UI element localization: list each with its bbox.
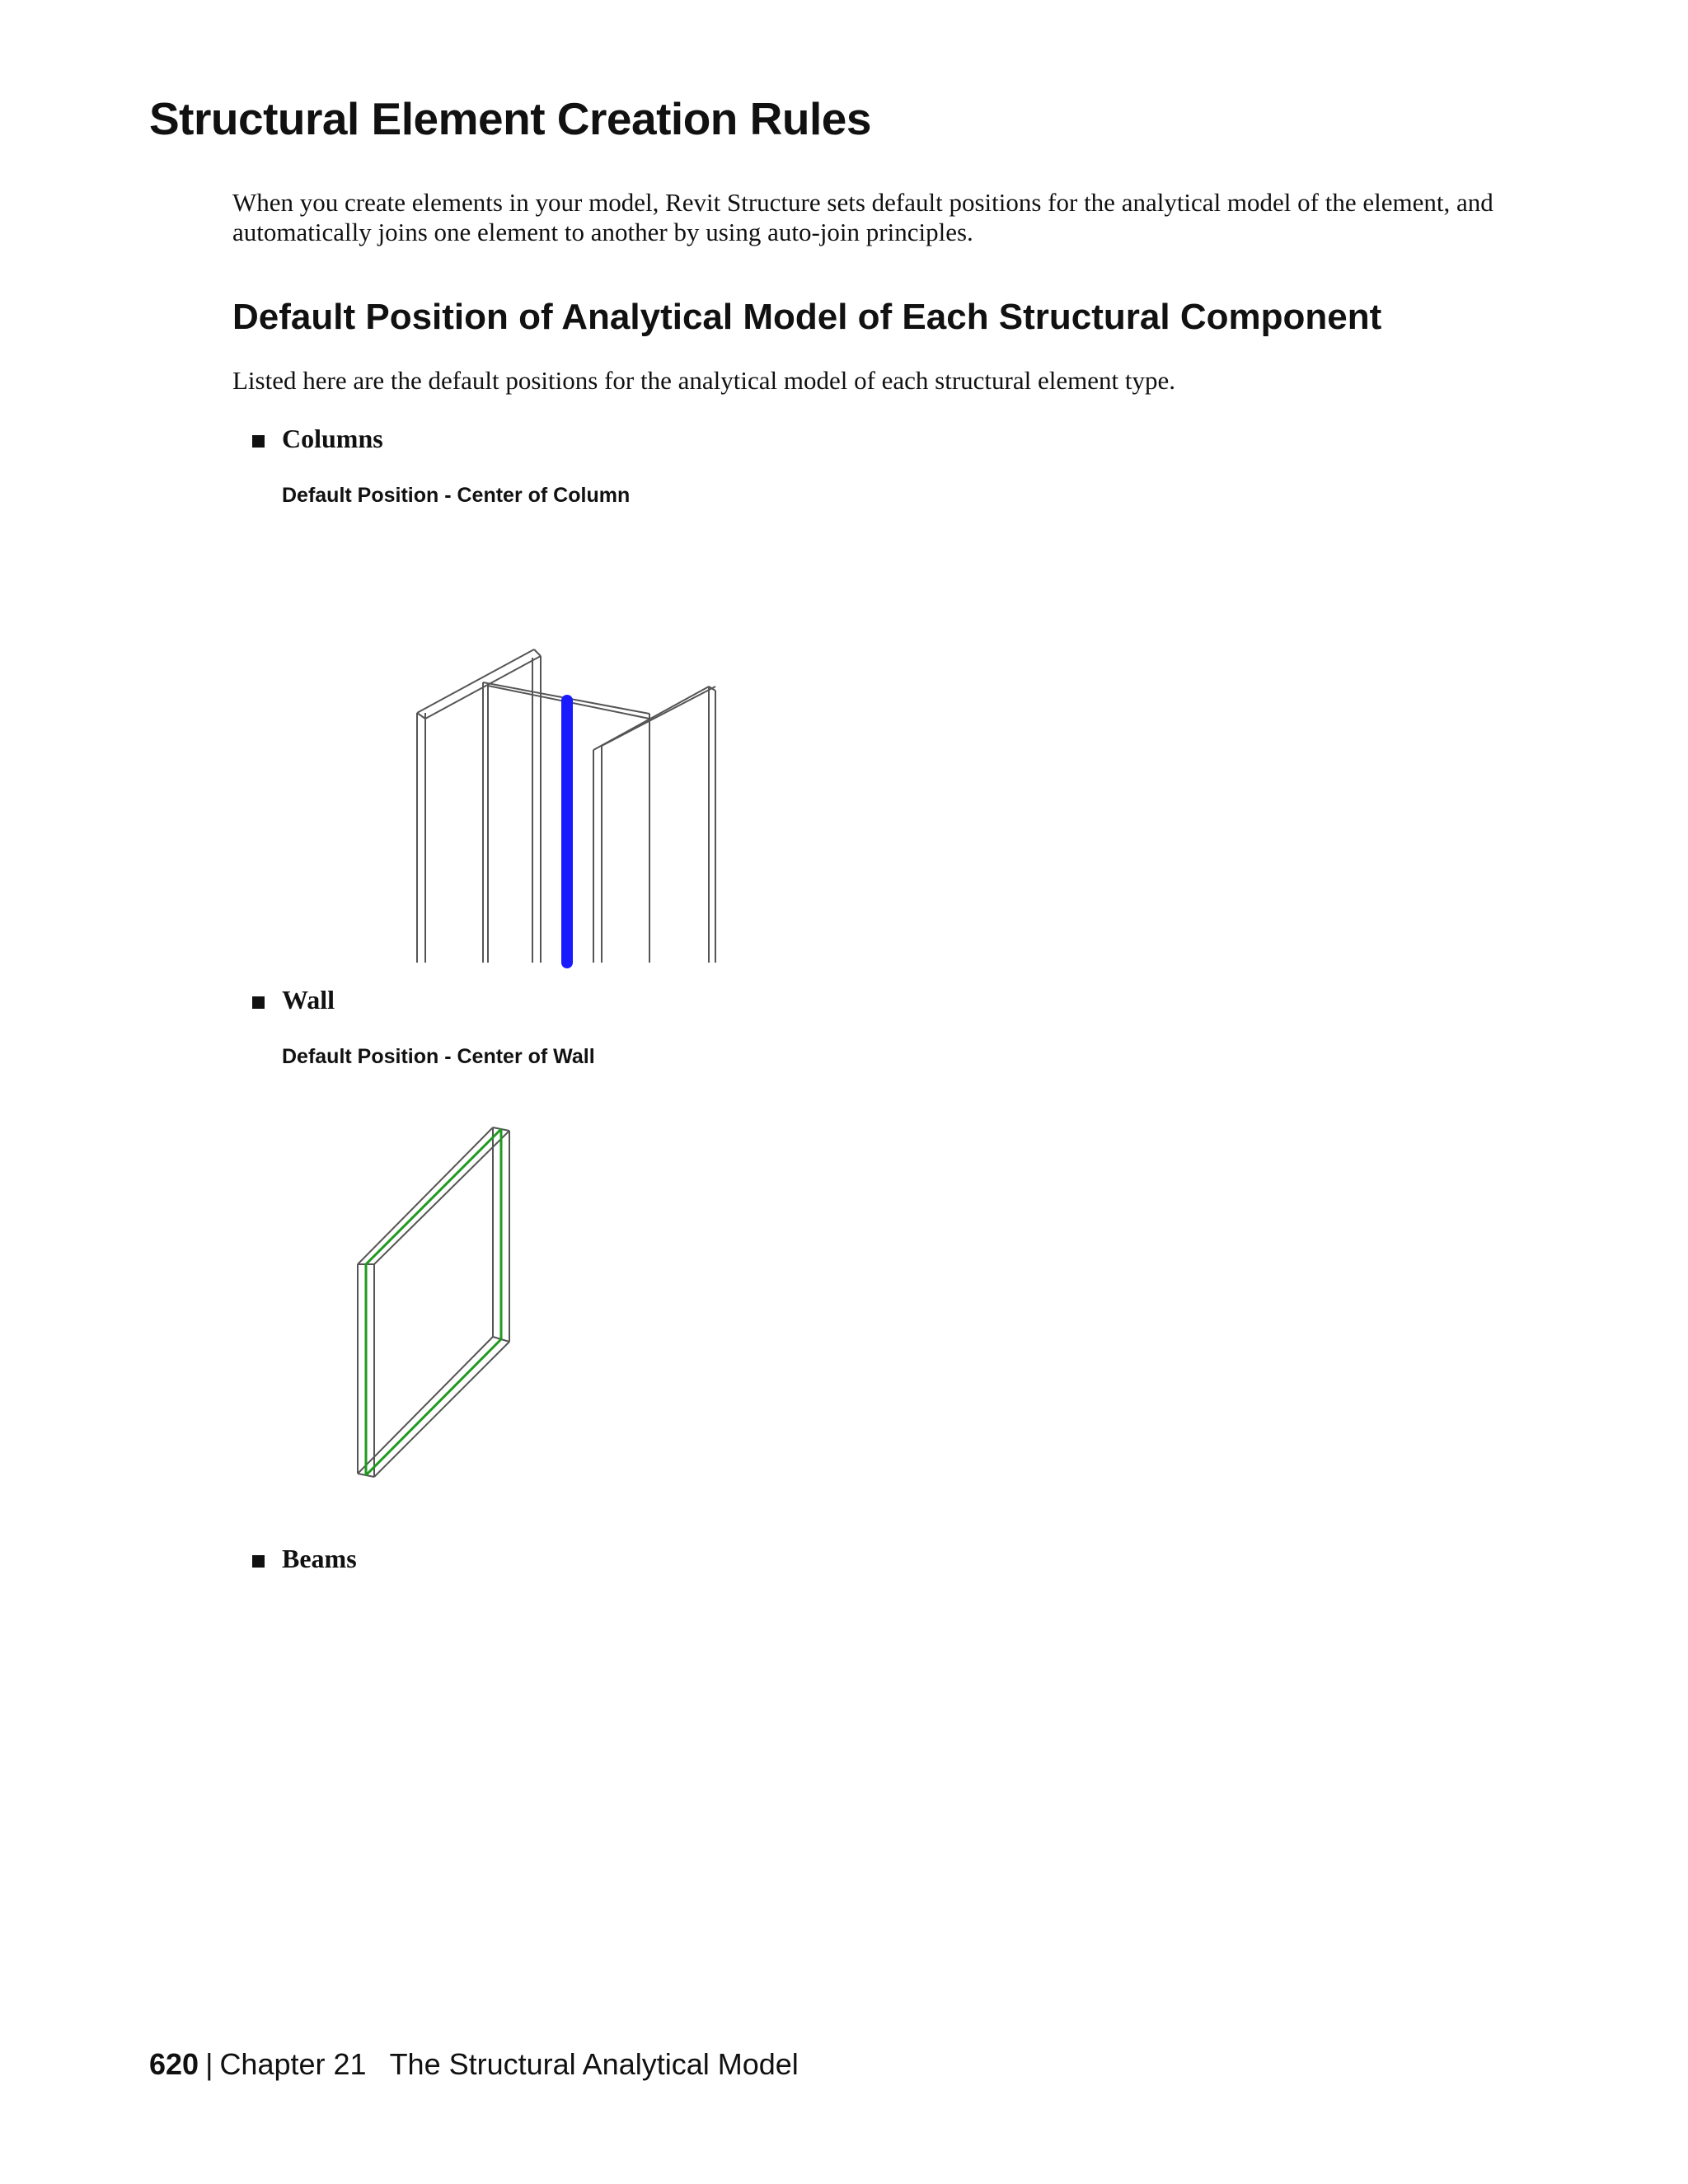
caption-wall: Default Position - Center of Wall — [282, 1045, 595, 1068]
page-number: 620 — [149, 2047, 199, 2081]
page-footer — [149, 2047, 799, 2082]
item-label-wall: Wall — [282, 985, 335, 1015]
intro-paragraph: When you create elements in your model, Revit Structure sets default positions for the analytical model of the element, and automatically joins one element to another by using auto-join principles. — [232, 188, 1493, 246]
item-label-beams: Beams — [282, 1544, 357, 1573]
page-title: Structural Element Creation Rules — [149, 93, 871, 144]
section-heading: Default Position of Analytical Model of Each Structural Component — [232, 297, 1382, 337]
section-intro: Listed here are the default positions for the analytical model of each structural element type. — [232, 366, 1175, 395]
footer-separator: | — [205, 2047, 213, 2081]
item-label-columns: Columns — [282, 424, 383, 453]
caption-columns: Default Position - Center of Column — [282, 484, 631, 507]
wall-analytical-outline — [366, 1129, 501, 1475]
bullet-icon — [252, 1555, 265, 1568]
footer-chapter: Chapter 21 — [219, 2047, 367, 2081]
footer-chapter-title: The Structural Analytical Model — [389, 2047, 799, 2081]
